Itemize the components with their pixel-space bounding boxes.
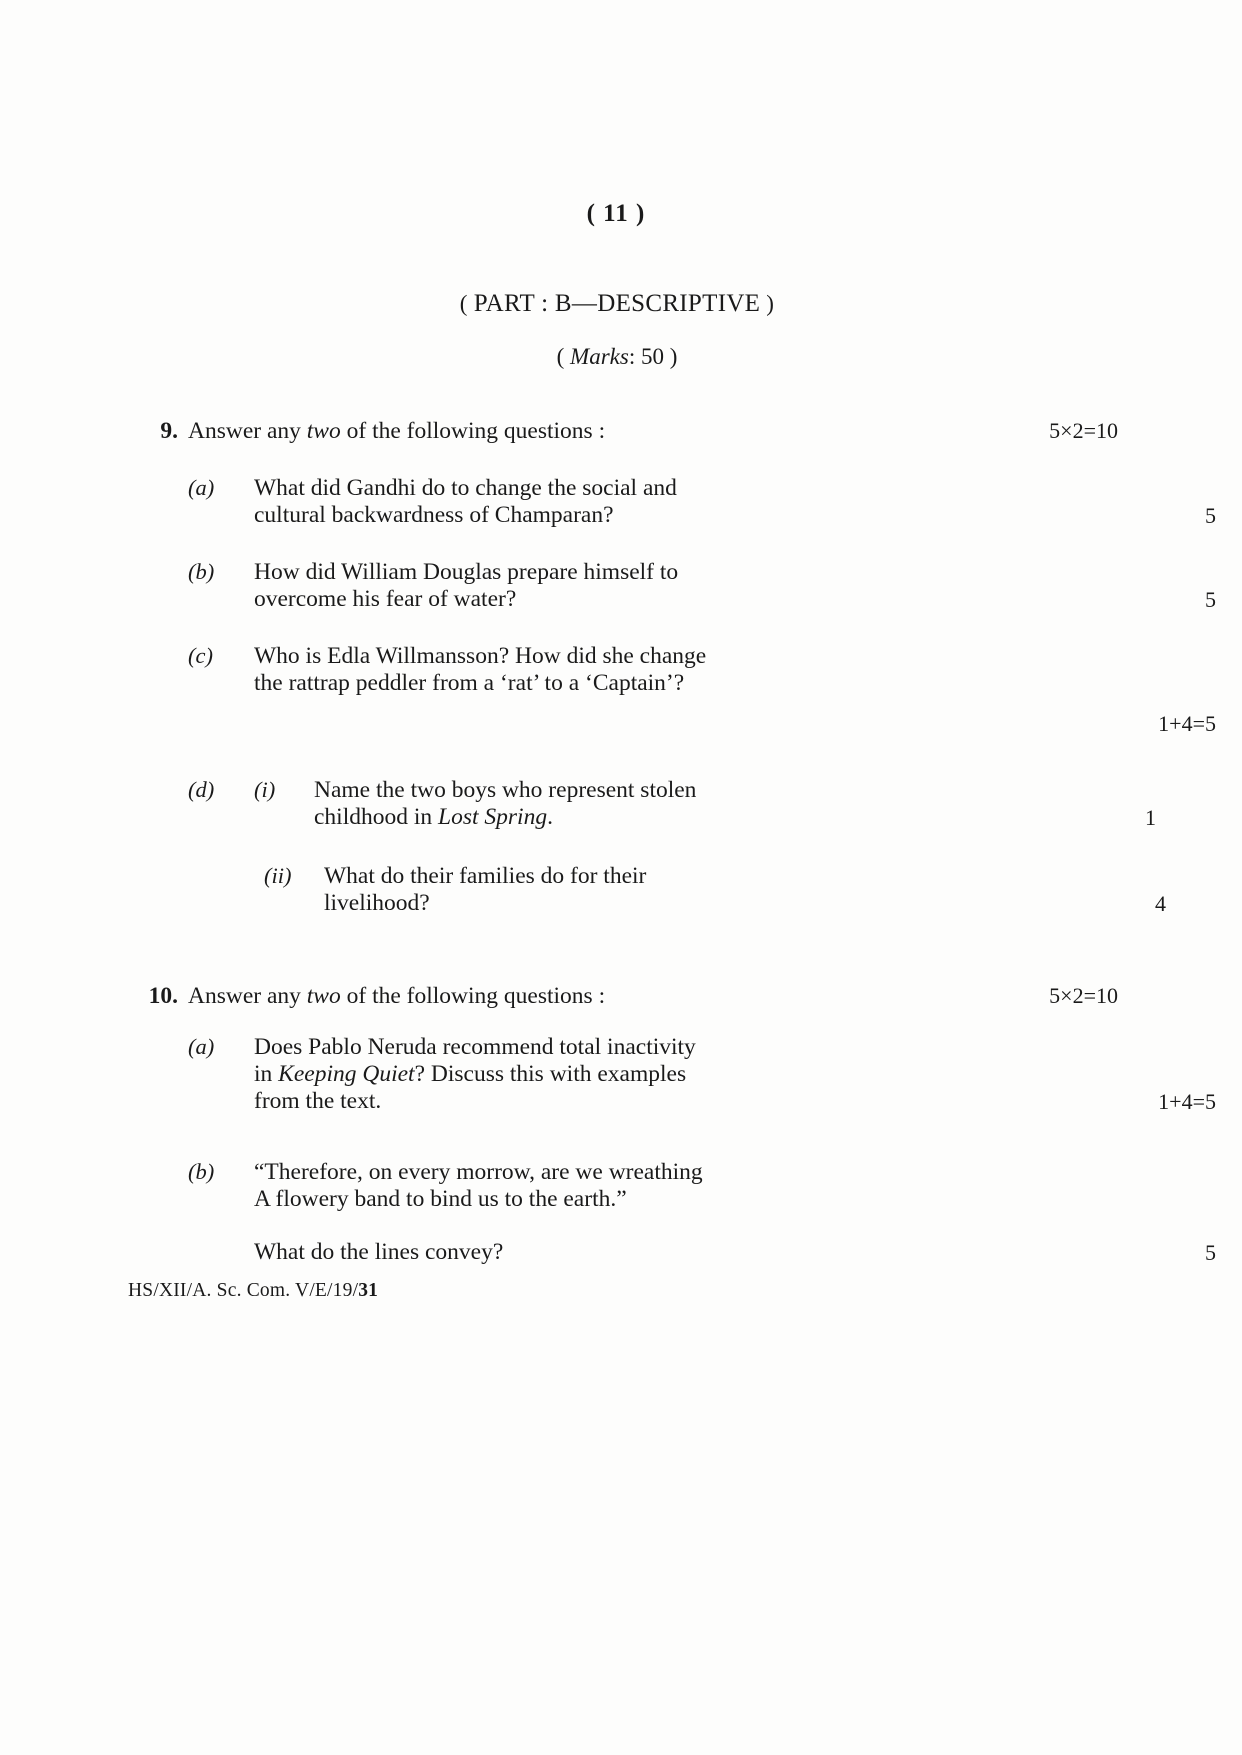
subitem-label-ii: (ii) xyxy=(264,863,292,888)
question-9-stem-text xyxy=(188,418,968,445)
item-10-a-marks: 1+4=5 xyxy=(1158,1089,1216,1114)
item-10-a-line2-pre: in xyxy=(254,1061,279,1087)
question-10-stem-pre: Answer any xyxy=(188,983,307,1009)
item-b-line1: How did William Douglas prepare himself to xyxy=(254,559,679,585)
part-heading-open-paren: ( xyxy=(459,291,474,316)
question-10-stem xyxy=(128,983,1118,1010)
item-10-label-a: (a) xyxy=(188,1034,215,1059)
item-10-label-b: (b) xyxy=(188,1159,215,1184)
item-10-b-question: What do the lines convey? xyxy=(254,1239,504,1265)
page-content xyxy=(128,200,1216,1266)
marks-line xyxy=(116,344,1118,370)
item-10-body-a xyxy=(254,1034,1216,1115)
question-9-stem-pre: Answer any xyxy=(188,418,307,444)
question-10-item-a xyxy=(128,1034,1216,1115)
item-10-a-line3: from the text. xyxy=(254,1088,382,1114)
footer-code-bold: 31 xyxy=(358,1280,379,1301)
question-9-stem xyxy=(128,418,1118,445)
item-a-line1: What did Gandhi do to change the social and xyxy=(254,475,677,501)
page-number: ( 11 ) xyxy=(586,200,646,227)
item-10-b-quote-line1: “Therefore, on every morrow, are we wreathing xyxy=(254,1159,703,1185)
page-footer xyxy=(128,1280,378,1302)
item-body-d xyxy=(254,777,1166,917)
subitem-i-line2 xyxy=(314,804,839,831)
subitem-body-ii xyxy=(324,863,1166,917)
question-9-item-d xyxy=(128,777,1166,917)
item-c-marks: 1+4=5 xyxy=(1158,711,1216,736)
part-heading-close-paren: ) xyxy=(760,291,775,316)
question-9-stem-italic: two xyxy=(306,418,341,444)
item-c-line2: the rattrap peddler from a ‘rat’ to a ‘Captain’? xyxy=(254,670,685,696)
marks-value: : 50 ) xyxy=(628,344,678,369)
subitem-i-line1: Name the two boys who represent stolen xyxy=(314,777,697,803)
item-label-b: (b) xyxy=(188,559,215,584)
question-10-stem-italic: two xyxy=(306,983,341,1009)
item-10-b-marks: 5 xyxy=(1205,1240,1216,1265)
question-block-9 xyxy=(128,418,1216,917)
footer-code: HS/XII/A. Sc. Com. V/E/19/ xyxy=(128,1280,359,1301)
item-10-a-line2 xyxy=(254,1061,839,1088)
subitem-label-i: (i) xyxy=(254,777,276,802)
subitem-ii-line1: What do their families do for their xyxy=(324,863,647,889)
question-10-stem-post: of the following questions : xyxy=(340,983,606,1009)
question-10-number: 10. xyxy=(148,983,178,1009)
item-d-subitem-ii xyxy=(254,863,1166,917)
question-9-item-c xyxy=(128,643,1216,737)
marks-label: Marks xyxy=(570,344,629,369)
question-10-stem-text xyxy=(188,983,968,1010)
question-9-marks: 5×2=10 xyxy=(1049,418,1118,443)
part-heading-text: PART : B—DESCRIPTIVE xyxy=(473,290,761,317)
subitem-ii-marks: 4 xyxy=(1155,891,1166,916)
question-10-marks: 5×2=10 xyxy=(1049,983,1118,1008)
item-label-a: (a) xyxy=(188,475,215,500)
item-10-b-quote-line2: A flowery band to bind us to the earth.” xyxy=(254,1186,627,1212)
marks-open-paren: ( xyxy=(556,344,571,369)
item-label-d: (d) xyxy=(188,777,215,802)
subitem-i-marks: 1 xyxy=(1145,805,1156,830)
question-9-stem-post: of the following questions : xyxy=(340,418,606,444)
question-9-number: 9. xyxy=(160,418,178,444)
item-d-subitem-i xyxy=(254,777,1156,831)
question-10-item-b xyxy=(128,1159,1216,1266)
item-body-a xyxy=(254,475,1216,529)
subitem-ii-line2: livelihood? xyxy=(324,890,430,916)
question-9-item-a xyxy=(128,475,1216,529)
item-10-a-line2-post: ? Discuss this with examples xyxy=(414,1061,687,1087)
subitem-body-i xyxy=(314,777,1156,831)
item-10-body-b xyxy=(254,1159,1216,1266)
question-block-10 xyxy=(128,983,1216,1266)
item-label-c: (c) xyxy=(188,643,213,668)
subitem-i-line2-pre: childhood in xyxy=(314,804,439,830)
question-9-item-b xyxy=(128,559,1216,613)
item-10-a-line1: Does Pablo Neruda recommend total inactivity xyxy=(254,1034,696,1060)
item-10-a-line2-italic: Keeping Quiet xyxy=(278,1061,415,1087)
item-c-line1: Who is Edla Willmansson? How did she change xyxy=(254,643,707,669)
subitem-i-line2-post: . xyxy=(547,804,553,830)
subitem-i-line2-italic: Lost Spring xyxy=(438,804,548,830)
item-b-line2: overcome his fear of water? xyxy=(254,586,517,612)
item-b-marks: 5 xyxy=(1205,587,1216,612)
item-a-marks: 5 xyxy=(1205,503,1216,528)
item-a-line2: cultural backwardness of Champaran? xyxy=(254,502,614,528)
item-body-b xyxy=(254,559,1216,613)
part-heading xyxy=(116,290,1118,318)
item-body-c xyxy=(254,643,1216,737)
